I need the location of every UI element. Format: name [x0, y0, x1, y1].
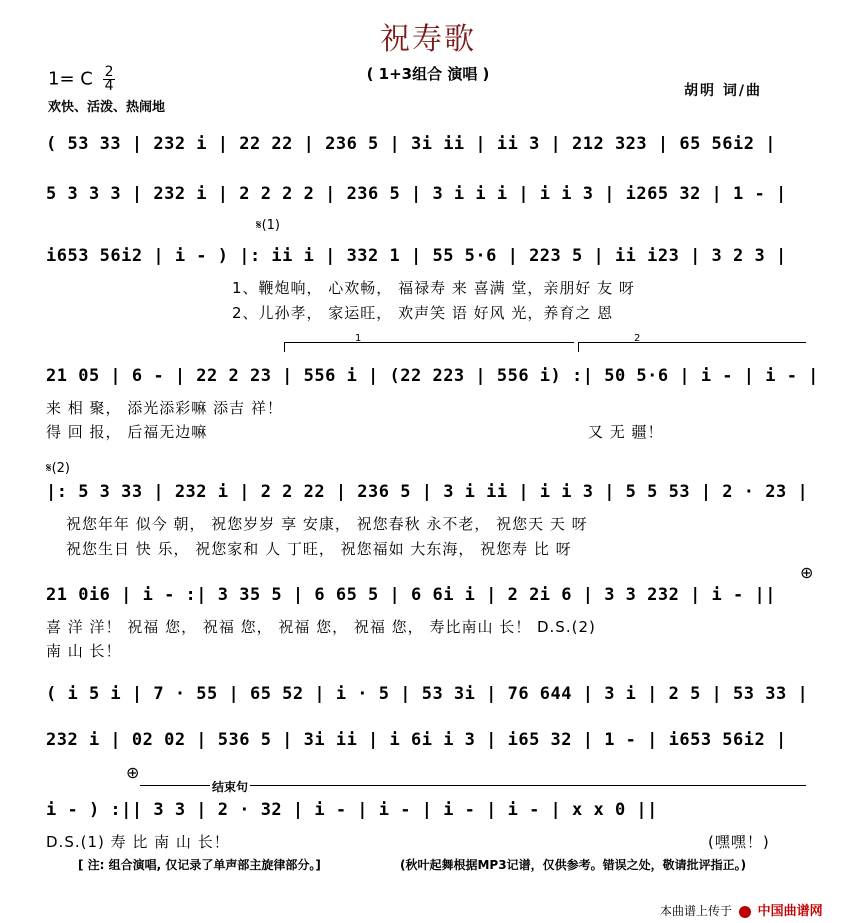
score-row-4: 21 05 | 6 - | 22 2 23 | 556 i | (22 223 | 556 i) :| 50 5·6 | i - | i - | [46, 366, 819, 386]
score-row-6: 21 0i6 | i - :| 3 35 5 | 6 65 5 | 6 6i i | 2 2i 6 | 3 3 232 | i - || [46, 585, 776, 605]
lyric-row-9-shout: (嘿嘿！) [708, 833, 770, 851]
site-logo-icon [739, 906, 751, 918]
score-row-2: 5 3 3 3 | 232 i | 2 2 2 2 | 236 5 | 3 i i i | i i 3 | i265 32 | 1 - | [46, 184, 787, 204]
segno-2: 𝄋(2) [46, 461, 71, 476]
score-row-5: |: 5 3 33 | 232 i | 2 2 22 | 236 5 | 3 i ii | i i 3 | 5 5 53 | 2 · 23 | [46, 482, 809, 502]
coda-sign-2: ⊕ [126, 763, 140, 782]
song-title: 祝寿歌 [380, 22, 476, 57]
time-signature [103, 66, 116, 93]
lyric-row-5-verse-1: 祝您年年 似今 朝， 祝您岁岁 享 安康， 祝您春秋 永不老， 祝您天 天 呀 [66, 515, 588, 533]
lyric-row-4-ending: 又 无 疆！ [588, 423, 664, 441]
segno-1: 𝄋(1) [256, 218, 281, 233]
footnote-left: [ 注: 组合演唱, 仅记录了单声部主旋律部分。] [78, 858, 321, 872]
score-row-9: i - ) :|| 3 3 | 2 · 32 | i - | i - | i - | i - | x x 0 || [46, 800, 658, 820]
volta-2-bracket [578, 342, 806, 343]
ending-label: 结束句 [212, 780, 249, 794]
composer: 胡明 词/曲 [684, 83, 762, 99]
lyric-row-4-verse-1: 来 相 聚， 添光添彩嘛 添吉 祥！ [46, 399, 283, 417]
lyric-row-9: D.S.(1) 寿 比 南 山 长！ [46, 833, 230, 851]
coda-sign-1: ⊕ [800, 563, 814, 582]
volta-2-label: 2 [634, 333, 641, 344]
tempo-marking: 欢快、活泼、热闹地 [48, 100, 166, 115]
time-numerator: 2 [104, 64, 114, 80]
score-row-3: i653 56i2 | i - ) |: ii i | 332 1 | 55 5·6 | 223 5 | ii i23 | 3 2 3 | [46, 246, 787, 266]
lyric-row-5-verse-2: 祝您生日 快 乐， 祝您家和 人 丁旺， 祝您福如 大东海， 祝您寿 比 呀 [66, 540, 572, 558]
volta-1-label: 1 [355, 333, 362, 344]
volta-2-bracket-edge [578, 342, 579, 352]
lyric-row-6-verse-1: 喜 洋 洋！ 祝福 您， 祝福 您， 祝福 您， 祝福 您， 寿比南山 长！ D.S.(2) [46, 618, 596, 636]
lyric-row-6-verse-2: 南 山 长！ [46, 642, 122, 660]
lyric-row-4-verse-2: 得 回 报， 后福无边嘛 [46, 423, 208, 441]
score-row-7: ( i 5 i | 7 · 55 | 65 52 | i · 5 | 53 3i | 76 644 | 3 i | 2 5 | 53 33 | [46, 684, 809, 704]
site-name[interactable]: 中国曲谱网 [757, 904, 823, 919]
lyric-row-3-verse-1: 1、鞭炮响， 心欢畅， 福禄寿 来 喜满 堂，亲朋好 友 呀 [232, 279, 635, 297]
score-row-1: ( 53 33 | 232 i | 22 22 | 236 5 | 3i ii | ii 3 | 212 323 | 65 56i2 | [46, 134, 776, 154]
volta-1-bracket [284, 342, 574, 343]
key-label: 1= C [48, 68, 93, 90]
upload-credit-text: 本曲谱上传于 [660, 904, 733, 918]
footnote-right: (秋叶起舞根据MP3记谱，仅供参考。错误之处，敬请批评指正。) [400, 858, 747, 872]
score-row-8: 232 i | 02 02 | 536 5 | 3i ii | i 6i i 3 | i65 32 | 1 - | i653 56i2 | [46, 730, 787, 750]
time-denominator: 4 [104, 78, 114, 94]
lyric-row-3-verse-2: 2、儿孙孝， 家运旺， 欢声笑 语 好风 光，养育之 恩 [232, 304, 614, 322]
performer: ( 1+3组合 演唱 ) [366, 65, 490, 83]
volta-1-bracket-edge [284, 342, 285, 352]
upload-credit [660, 900, 823, 919]
key-signature [48, 66, 115, 93]
